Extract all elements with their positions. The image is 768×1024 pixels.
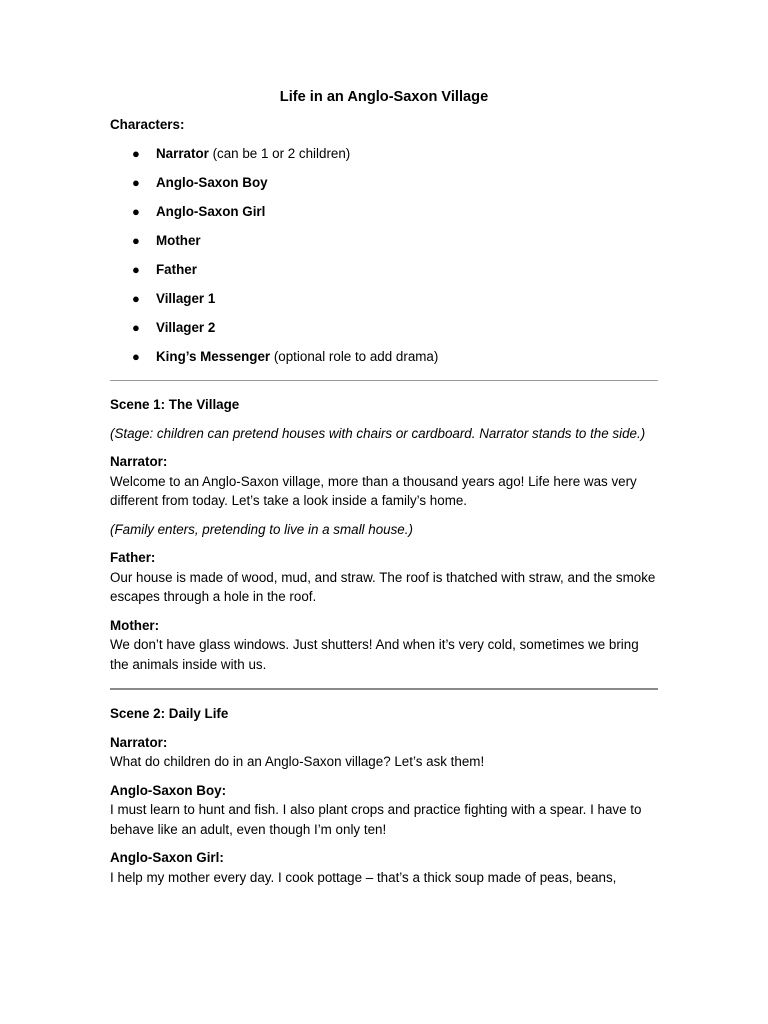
bullet-icon: ● — [132, 232, 140, 248]
bullet-icon: ● — [132, 348, 140, 364]
character-note: (optional role to add drama) — [270, 348, 439, 364]
speaker-label: Narrator: — [110, 454, 168, 469]
character-item — [110, 318, 658, 338]
character-item — [110, 289, 658, 309]
bullet-icon: ● — [132, 319, 140, 335]
dialogue-block — [110, 548, 658, 607]
bullet-icon: ● — [132, 203, 140, 219]
bullet-icon: ● — [132, 174, 140, 190]
character-item — [110, 347, 658, 367]
dialogue-line: I must learn to hunt and fish. I also plant crops and practice fighting with a spear. I have to behave like an adult, even though I’m only ten! — [110, 802, 642, 837]
dialogue-block — [110, 452, 658, 511]
character-name: Anglo-Saxon Girl — [156, 203, 266, 219]
character-item — [110, 260, 658, 280]
character-name: Mother — [156, 232, 201, 248]
section-divider — [110, 380, 658, 381]
document-page — [110, 86, 658, 896]
scene-1-heading: Scene 1: The Village — [110, 397, 240, 412]
section-divider — [110, 688, 658, 690]
character-name: Villager 1 — [156, 290, 216, 306]
dialogue-line: I help my mother every day. I cook pottage – that’s a thick soup made of peas, beans, — [110, 869, 617, 885]
character-note: (can be 1 or 2 children) — [208, 145, 351, 161]
character-name: Villager 2 — [156, 319, 216, 335]
character-name: Father — [156, 261, 197, 277]
dialogue-block — [110, 781, 658, 840]
dialogue-line: Our house is made of wood, mud, and straw. The roof is thatched with straw, and the smoke escapes through a hole in the roof. — [110, 569, 656, 604]
stage-direction: (Stage: children can pretend houses with chairs or cardboard. Narrator stands to the side.) — [110, 425, 646, 441]
character-name: Anglo-Saxon Boy — [156, 174, 268, 190]
character-item — [110, 231, 658, 251]
bullet-icon: ● — [132, 290, 140, 306]
scene-2-heading: Scene 2: Daily Life — [110, 706, 229, 721]
character-item — [110, 144, 658, 164]
dialogue-block — [110, 733, 658, 772]
character-item — [110, 173, 658, 193]
character-name: Narrator — [156, 145, 209, 161]
dialogue-line: What do children do in an Anglo-Saxon village? Let’s ask them! — [110, 754, 485, 769]
stage-direction: (Family enters, pretending to live in a small house.) — [110, 521, 413, 537]
document-title: Life in an Anglo-Saxon Village — [279, 89, 489, 105]
bullet-icon: ● — [132, 145, 140, 161]
dialogue-block — [110, 616, 658, 675]
speaker-label: Anglo-Saxon Boy: — [110, 782, 227, 798]
speaker-label: Anglo-Saxon Girl: — [110, 850, 224, 865]
dialogue-line: Welcome to an Anglo-Saxon village, more than a thousand years ago! Life here was very different from today. Let’s take a look inside a family’s home. — [110, 473, 637, 508]
character-item — [110, 202, 658, 222]
characters-label: Characters: — [110, 117, 185, 132]
characters-list — [110, 144, 658, 367]
bullet-icon: ● — [132, 261, 140, 277]
character-name: King’s Messenger — [156, 348, 271, 364]
speaker-label: Mother: — [110, 617, 160, 633]
dialogue-block — [110, 848, 658, 887]
dialogue-line: We don’t have glass windows. Just shutters! And when it’s very cold, sometimes we bring the animals inside with us. — [110, 637, 639, 672]
speaker-label: Father: — [110, 550, 156, 565]
speaker-label: Narrator: — [110, 734, 168, 750]
